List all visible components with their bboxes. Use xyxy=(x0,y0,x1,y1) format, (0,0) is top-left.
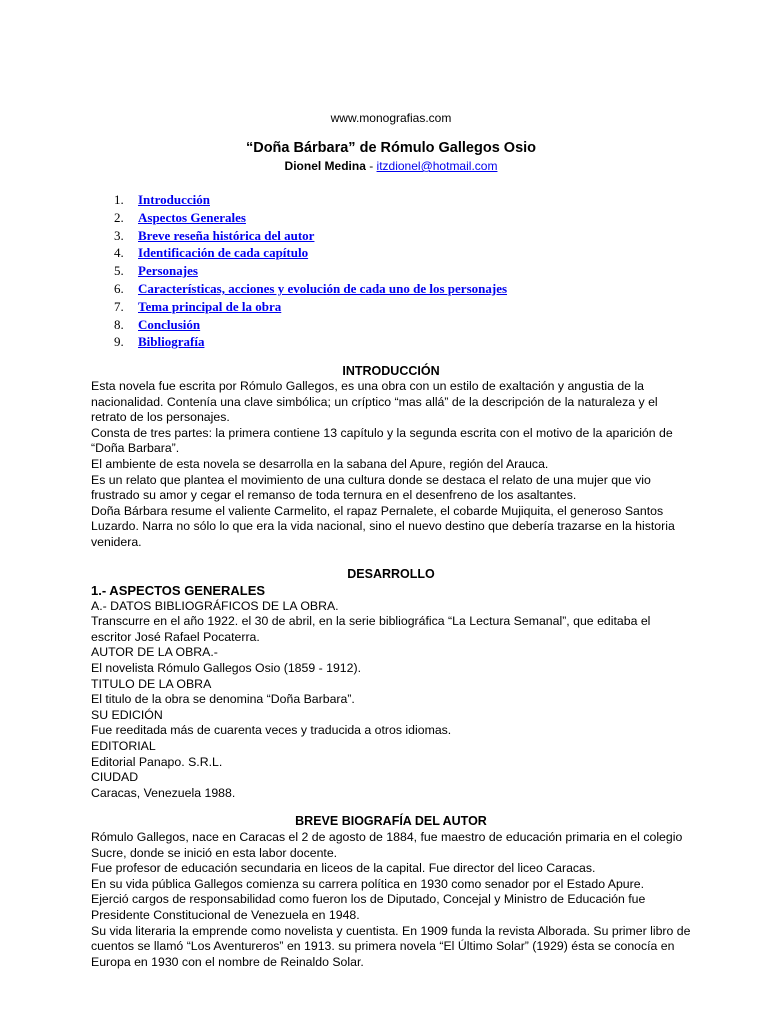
toc-link-resena[interactable]: Breve reseña histórica del autor xyxy=(138,227,315,243)
intro-paragraph: Es un relato que plantea el movimiento de una cultura donde se destaca el relato de una mujer que vio frustrado su amor y cegar el remanso de toda ternura en el desenfreno de los asaltantes. xyxy=(91,472,651,503)
toc-link-tema[interactable]: Tema principal de la obra xyxy=(138,298,282,314)
bio-paragraph: Rómulo Gallegos, nace en Caracas el 2 de agosto de 1884, fue maestro de educación primaria en el colegio Sucre, donde se inició en esta labor docente. xyxy=(91,830,683,860)
bio-paragraph: Su vida literaria la emprende como novelista y cuentista. En 1909 funda la revista Alborada. Su primer libro de cuentos se llamó “Los Aventureros” en 1913. su primera novela “El Último Solar” (1929) ésta se conocía en Europa en 1930 con el nombre de Reinaldo Solar. xyxy=(91,923,691,969)
toc-number: 9. xyxy=(114,334,124,350)
toc-link-conclusion[interactable]: Conclusión xyxy=(138,316,201,332)
toc-item xyxy=(91,227,507,245)
desarrollo-line: Caracas, Venezuela 1988. xyxy=(91,785,236,800)
desarrollo-line: SU EDICIÓN xyxy=(91,707,163,722)
toc-item xyxy=(91,209,507,227)
toc-number: 1. xyxy=(114,192,124,207)
intro-paragraph: El ambiente de esta novela se desarrolla en la sabana del Apure, región del Arauca. xyxy=(91,456,549,471)
site-url: www.monografias.com xyxy=(330,111,452,125)
desarrollo-heading: DESARROLLO xyxy=(347,567,435,581)
intro-heading: INTRODUCCIÓN xyxy=(342,364,440,378)
toc-number: 3. xyxy=(114,227,124,243)
author-email-link[interactable]: itzdionel@hotmail.com xyxy=(376,159,498,173)
desarrollo-line: CIUDAD xyxy=(91,770,139,785)
desarrollo-line: TITULO DE LA OBRA xyxy=(91,676,212,691)
bio-paragraph: Fue profesor de educación secundaria en liceos de la capital. Fue director del liceo Caracas. xyxy=(91,861,596,876)
desarrollo-line: Fue reeditada más de cuarenta veces y traducida a otros idiomas. xyxy=(91,723,452,738)
table-of-contents xyxy=(91,191,507,351)
toc-link-capitulos[interactable]: Identificación de cada capítulo xyxy=(138,245,309,261)
toc-number: 4. xyxy=(114,245,124,261)
author-name: Dionel Medina xyxy=(284,159,366,173)
desarrollo-line: A.- DATOS BIBLIOGRÁFICOS DE LA OBRA. xyxy=(91,598,339,613)
intro-paragraph: Esta novela fue escrita por Rómulo Gallegos, es una obra con un estilo de exaltación y angustia de la nacionalidad. Contenía una clave simbólica; un críptico “mas allá” de la descripción de la naturaleza y el retrato de los personajes. xyxy=(91,379,658,425)
toc-item xyxy=(91,298,507,316)
section-subheading: 1.- ASPECTOS GENERALES xyxy=(91,583,266,598)
toc-link-bibliografia[interactable]: Bibliografía xyxy=(138,334,205,350)
toc-number: 5. xyxy=(114,263,124,279)
toc-number: 6. xyxy=(114,280,124,296)
desarrollo-line: EDITORIAL xyxy=(91,738,156,753)
author-line xyxy=(91,159,691,173)
desarrollo-line: El titulo de la obra se denomina “Doña Barbara”. xyxy=(91,692,355,707)
toc-item xyxy=(91,333,507,351)
intro-paragraph: Doña Bárbara resume el valiente Carmelito, el rapaz Pernalete, el cobarde Mujiquita, el generoso Santos Luzardo. Narra no sólo lo que era la vida nacional, sino el nuevo destino que debería trazarse en la historia venidera. xyxy=(91,503,675,549)
document-title: “Doña Bárbara” de Rómulo Gallegos Osio xyxy=(245,140,537,156)
author-separator: - xyxy=(365,159,377,173)
toc-number: 2. xyxy=(114,209,124,225)
intro-body xyxy=(91,379,691,551)
toc-item xyxy=(91,244,507,262)
toc-link-caracteristicas[interactable]: Características, acciones y evolución de cada uno de los personajes xyxy=(138,280,508,296)
desarrollo-line: Transcurre en el año 1922. el 30 de abril, en la serie bibliográfica “La Lectura Semanal”, que editaba el escritor José Rafael Pocaterra. xyxy=(91,614,651,644)
toc-link-introduccion[interactable]: Introducción xyxy=(138,192,210,207)
toc-link-aspectos[interactable]: Aspectos Generales xyxy=(138,209,246,225)
desarrollo-line: AUTOR DE LA OBRA.- xyxy=(91,645,218,660)
desarrollo-body xyxy=(91,583,691,801)
intro-paragraph: Consta de tres partes: la primera contiene 13 capítulo y la segunda escrita con el motivo de la aparición de “Doña Barbara”. xyxy=(91,425,673,456)
bio-heading: BREVE BIOGRAFÍA DEL AUTOR xyxy=(295,814,487,828)
toc-number: 8. xyxy=(114,316,124,332)
toc-item xyxy=(91,280,507,298)
bio-body xyxy=(91,830,691,970)
bio-paragraph: Ejerció cargos de responsabilidad como fueron los de Diputado, Concejal y Ministro de Educación fue Presidente Constitucional de Venezuela en 1948. xyxy=(91,892,646,922)
toc-item xyxy=(91,191,507,209)
bio-paragraph: En su vida pública Gallegos comienza su carrera política en 1930 como senador por el Estado Apure. xyxy=(91,876,644,891)
toc-item xyxy=(91,316,507,334)
desarrollo-line: El novelista Rómulo Gallegos Osio (1859 - 1912). xyxy=(91,660,361,675)
desarrollo-line: Editorial Panapo. S.R.L. xyxy=(91,754,223,769)
toc-item xyxy=(91,262,507,280)
toc-link-personajes[interactable]: Personajes xyxy=(138,263,198,279)
toc-number: 7. xyxy=(114,298,124,314)
